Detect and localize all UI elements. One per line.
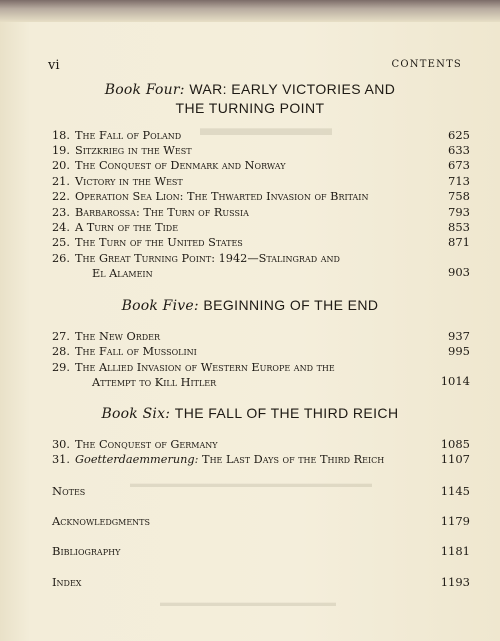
toc-entry[interactable] bbox=[52, 143, 470, 158]
toc-index[interactable] bbox=[52, 575, 470, 590]
page-ref: 1181 bbox=[440, 544, 470, 558]
chapter-title: The New Order bbox=[75, 330, 161, 343]
chapter-title-italic: Goetterdaemmerung: bbox=[75, 453, 199, 466]
show-through-text: ▬▬▬▬▬▬▬▬▬▬▬▬▬▬▬▬▬▬▬▬▬▬ bbox=[130, 478, 372, 490]
chapter-title: The Turn of the United States bbox=[75, 236, 243, 249]
toc-acknowledgments[interactable] bbox=[52, 514, 470, 529]
chapter-number: 31. bbox=[52, 453, 70, 466]
chapter-title bbox=[75, 452, 384, 467]
chapter-title: Victory in the West bbox=[75, 175, 183, 188]
book-title: THE FALL OF THE THIRD REICH bbox=[174, 405, 399, 421]
toc-entry-page[interactable] bbox=[52, 265, 470, 280]
chapter-title: The Fall of Poland bbox=[75, 129, 182, 142]
chapter-number: 19. bbox=[52, 144, 70, 157]
page-ref: 1085 bbox=[440, 437, 470, 451]
back-matter-title: Index bbox=[52, 575, 82, 589]
chapter-title: Operation Sea Lion: The Thwarted Invasion of Britain bbox=[75, 190, 369, 203]
page-ref: 1145 bbox=[440, 484, 470, 498]
book-label: Book Six: bbox=[101, 406, 171, 422]
back-matter-title: Acknowledgments bbox=[52, 514, 150, 528]
chapter-title-rest: The Last Days of the Third Reich bbox=[198, 453, 385, 466]
chapter-title: Sitzkrieg in the West bbox=[75, 144, 192, 157]
book-label: Book Five: bbox=[121, 298, 199, 314]
page-ref: 871 bbox=[448, 235, 470, 249]
page-ref: 1107 bbox=[440, 452, 470, 466]
page-ref: 903 bbox=[448, 265, 470, 279]
page-ref: 673 bbox=[448, 158, 470, 172]
page-ref: 995 bbox=[448, 344, 470, 358]
chapter-title-continuation: El Alamein bbox=[92, 267, 153, 280]
chapter-title: A Turn of the Tide bbox=[75, 221, 179, 234]
toc-entry[interactable] bbox=[52, 174, 470, 189]
chapter-number: 28. bbox=[52, 345, 70, 358]
page-ref: 758 bbox=[448, 189, 470, 203]
toc-entry[interactable] bbox=[52, 128, 470, 143]
chapter-title: The Conquest of Denmark and Norway bbox=[75, 159, 286, 172]
chapter-title-continuation: Attempt to Kill Hitler bbox=[92, 376, 217, 389]
chapter-title: The Conquest of Germany bbox=[75, 438, 218, 451]
page-ref: 625 bbox=[448, 128, 470, 142]
toc-entry[interactable] bbox=[52, 437, 470, 452]
chapter-title: Barbarossa: The Turn of Russia bbox=[75, 206, 249, 219]
toc-entry[interactable] bbox=[52, 251, 470, 266]
chapter-title: The Great Turning Point: 1942—Stalingrad and bbox=[75, 252, 340, 265]
page-ref: 1179 bbox=[440, 514, 470, 528]
book-title: THE TURNING POINT bbox=[175, 100, 325, 116]
book-four-heading bbox=[40, 80, 460, 118]
page-ref: 937 bbox=[448, 329, 470, 343]
toc-entry-page[interactable] bbox=[52, 374, 470, 389]
page-ref: 793 bbox=[448, 205, 470, 219]
toc-entry[interactable] bbox=[52, 158, 470, 173]
book-label: Book Four: bbox=[104, 82, 185, 98]
chapter-number: 25. bbox=[52, 236, 70, 249]
toc-entry[interactable] bbox=[52, 452, 470, 467]
toc-entry[interactable] bbox=[52, 220, 470, 235]
book-title: BEGINNING OF THE END bbox=[203, 297, 379, 313]
chapter-number: 20. bbox=[52, 159, 70, 172]
book-title: WAR: EARLY VICTORIES AND bbox=[189, 81, 396, 97]
chapter-number: 30. bbox=[52, 438, 70, 451]
page-ref: 633 bbox=[448, 143, 470, 157]
toc-notes[interactable] bbox=[52, 484, 470, 499]
chapter-number: 18. bbox=[52, 129, 70, 142]
chapter-number: 22. bbox=[52, 190, 70, 203]
chapter-title: The Allied Invasion of Western Europe and the bbox=[75, 361, 335, 374]
toc-bibliography[interactable] bbox=[52, 544, 470, 559]
book-five-heading bbox=[40, 296, 460, 315]
page-ref: 713 bbox=[448, 174, 470, 188]
chapter-number: 26. bbox=[52, 252, 70, 265]
running-head: CONTENTS bbox=[391, 59, 462, 70]
chapter-number: 27. bbox=[52, 330, 70, 343]
chapter-number: 24. bbox=[52, 221, 70, 234]
chapter-number: 29. bbox=[52, 361, 70, 374]
chapter-title: The Fall of Mussolini bbox=[75, 345, 197, 358]
page-ref: 1014 bbox=[440, 374, 470, 388]
chapter-number: 23. bbox=[52, 206, 70, 219]
book-six-heading bbox=[40, 404, 460, 423]
toc-entry[interactable] bbox=[52, 329, 470, 344]
page-top-edge bbox=[0, 0, 500, 22]
back-matter-title: Notes bbox=[52, 484, 86, 498]
back-matter-title: Bibliography bbox=[52, 544, 121, 558]
show-through-text: ▬▬▬▬▬▬▬▬▬▬▬▬▬▬▬▬ bbox=[160, 597, 336, 609]
page-ref: 1193 bbox=[440, 575, 470, 589]
show-through-text: ▬▬▬▬▬▬ bbox=[200, 115, 332, 140]
page-ref: 853 bbox=[448, 220, 470, 234]
page-number: vi bbox=[48, 58, 60, 73]
toc-entry[interactable] bbox=[52, 360, 470, 375]
toc-entry[interactable] bbox=[52, 344, 470, 359]
chapter-number: 21. bbox=[52, 175, 70, 188]
toc-entry[interactable] bbox=[52, 235, 470, 250]
toc-entry[interactable] bbox=[52, 189, 470, 204]
page-header bbox=[48, 58, 468, 74]
toc-entry[interactable] bbox=[52, 205, 470, 220]
